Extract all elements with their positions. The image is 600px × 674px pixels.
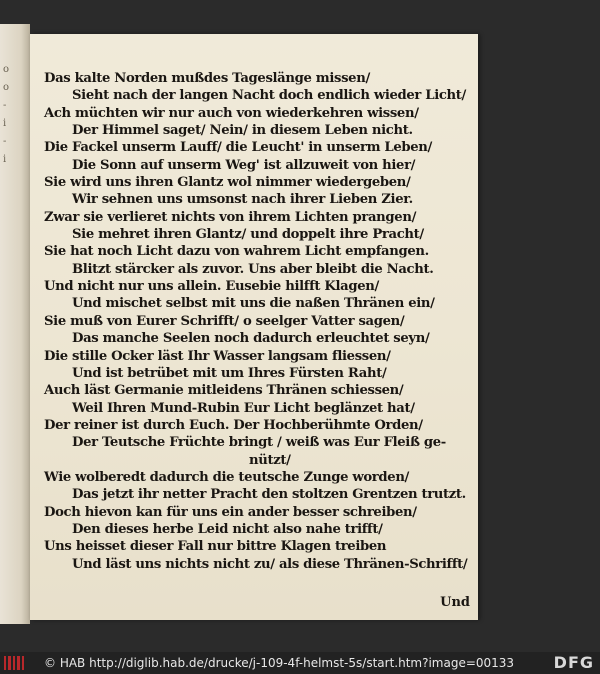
text-line: Die Sonn auf unserm Weg' ist allzuweit von hier/ <box>72 157 416 173</box>
text-line: Das jetzt ihr netter Pracht den stoltzen Grentzen trutzt. <box>72 487 466 503</box>
text-line: Sie muß von Eurer Schrifft/ o seelger Vatter sagen/ <box>44 313 405 329</box>
dfg-logo: DFG <box>553 653 594 672</box>
text-line: Uns heisset dieser Fall nur bittre Klagen treiben <box>44 539 387 555</box>
margin-mark: - <box>3 136 7 147</box>
margin-mark: i <box>3 118 7 129</box>
text-line: Doch hievon kan für uns ein ander besser schreiben/ <box>44 504 417 520</box>
text-line: Der Teutsche Früchte bringt / weiß was Eur Fleiß ge- <box>72 435 446 451</box>
text-line: Die Fackel unserm Lauff/ die Leucht' in unserm Leben/ <box>44 140 433 156</box>
text-line: Blitzt stärcker als zuvor. Uns aber bleibt die Nacht. <box>72 261 434 277</box>
text-line: Wie wolberedt dadurch die teutsche Zunge worden/ <box>44 469 410 485</box>
left-page-edge <box>0 24 30 624</box>
text-line: nützt/ <box>249 452 291 468</box>
text-line: Und läst uns nichts nicht zu/ als diese Thränen-Schrifft/ <box>72 556 468 572</box>
text-line: Den dieses herbe Leid nicht also nahe trifft/ <box>72 521 383 537</box>
text-line: Das manche Seelen noch dadurch erleuchtet seyn/ <box>72 331 430 347</box>
text-line: Der reiner ist durch Euch. Der Hochberühmte Orden/ <box>44 417 423 433</box>
catchword: Und <box>440 595 470 610</box>
copyright-link[interactable]: © HAB http://diglib.hab.de/drucke/j-109-4f-helmst-5s/start.htm?image=00133 <box>44 656 515 670</box>
text-line: Auch läst Germanie mitleidens Thränen schiessen/ <box>44 383 404 399</box>
text-line: Und ist betrübet mit um Ihres Fürsten Raht/ <box>72 365 387 381</box>
text-line: Die stille Ocker läst Ihr Wasser langsam fliessen/ <box>44 348 391 364</box>
hab-logo-icon <box>4 656 24 670</box>
text-line: Und nicht nur uns allein. Eusebie hilfft Klagen/ <box>44 279 379 295</box>
poem-text <box>44 70 474 573</box>
text-line: Und mischet selbst mit uns die naßen Thränen ein/ <box>72 296 435 312</box>
text-line: Der Himmel saget/ Nein/ in diesem Leben nicht. <box>72 123 413 139</box>
margin-mark: o <box>3 82 10 93</box>
text-line: Wir sehnen uns umsonst nach ihrer Lieben Zier. <box>72 192 413 208</box>
text-line: Sie hat noch Licht dazu von wahrem Licht empfangen. <box>44 244 429 260</box>
text-line: Sie wird uns ihren Glantz wol nimmer wiedergeben/ <box>44 175 411 191</box>
margin-mark: i <box>3 154 7 165</box>
text-line: Sieht nach der langen Nacht doch endlich wieder Licht/ <box>72 88 466 104</box>
footer-bar <box>0 652 600 674</box>
text-line: Zwar sie verlieret nichts von ihrem Lichten prangen/ <box>44 209 417 225</box>
text-line: Ach müchten wir nur auch von wiederkehren wissen/ <box>44 105 419 121</box>
scanned-page <box>30 34 478 620</box>
text-line: Weil Ihren Mund-Rubin Eur Licht beglänzet hat/ <box>72 400 415 416</box>
margin-mark: - <box>3 100 7 111</box>
text-line: Das kalte Norden mußdes Tageslänge missen/ <box>44 71 370 86</box>
margin-mark: o <box>3 64 10 75</box>
text-line: Sie mehret ihren Glantz/ und doppelt ihre Pracht/ <box>72 227 424 243</box>
